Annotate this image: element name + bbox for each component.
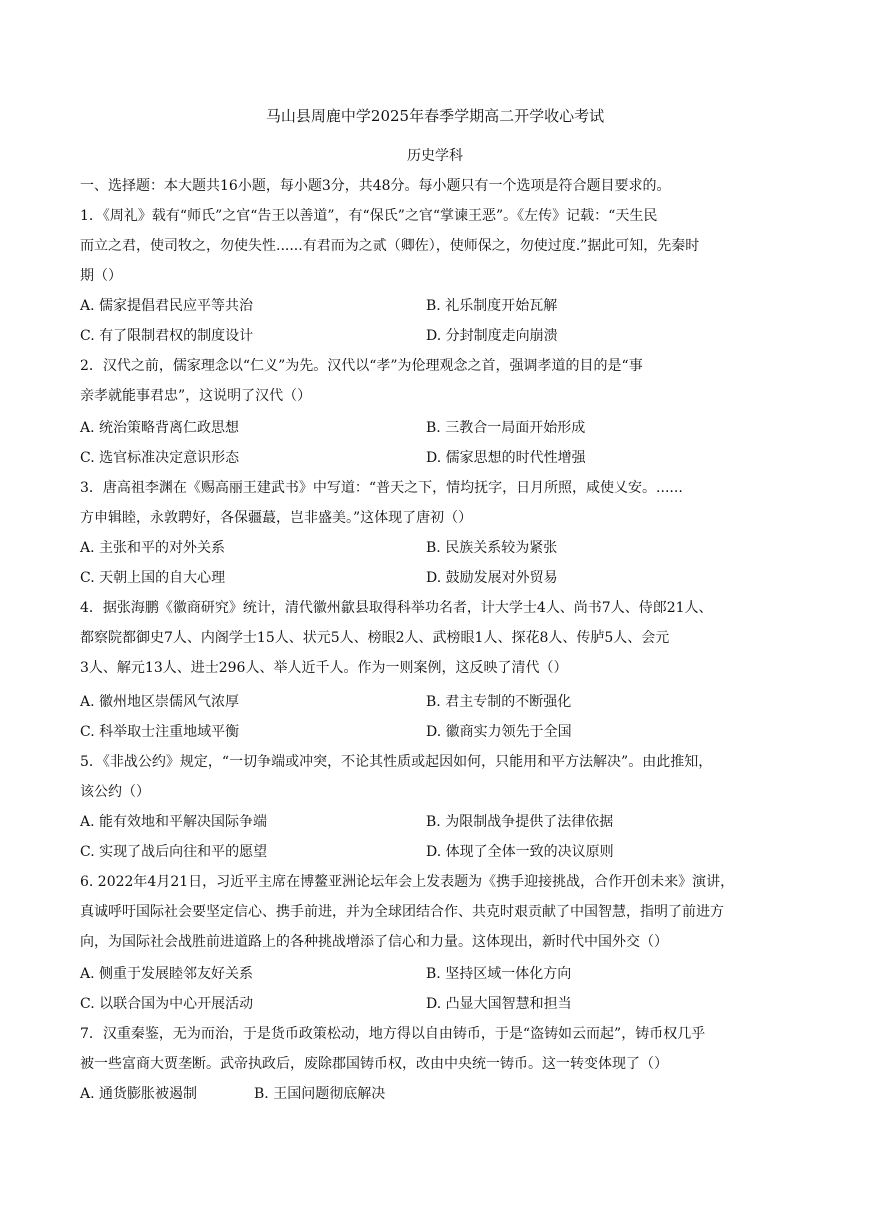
question-1-line-1: 1．《周礼》载有“师氏”之官“告王以善道”，有“保氏”之官“掌谏王恶”。《左传》记载：“天生民 xyxy=(80,208,658,224)
question-5-option-d: D. 体现了全体一致的决议原则 xyxy=(426,844,614,860)
question-6-option-c: C. 以联合国为中心开展活动 xyxy=(80,996,254,1012)
question-1-line-3: 期（） xyxy=(80,268,122,284)
question-2-line-1: 2．汉代之前，儒家理念以“仁义”为先。汉代以“孝”为伦理观念之首，强调孝道的目的是“事 xyxy=(80,358,643,374)
section-heading: 一、选择题：本大题共16小题，每小题3分，共48分。每小题只有一个选项是符合题目要求的。 xyxy=(80,178,671,194)
question-5-option-a: A. 能有效地和平解决国际争端 xyxy=(80,814,268,830)
question-4-option-d: D. 徽商实力领先于全国 xyxy=(426,724,572,740)
question-6-line-2: 真诚呼吁国际社会要坚定信心、携手前进，并为全球团结合作、共克时艰贡献了中国智慧，指明了前进方 xyxy=(80,904,724,920)
question-1-option-b: B. 礼乐制度开始瓦解 xyxy=(426,298,558,314)
question-2-line-2: 亲孝就能事君忠”，这说明了汉代（） xyxy=(80,388,312,404)
question-2-option-a: A. 统治策略背离仁政思想 xyxy=(80,420,240,436)
question-1-line-2: 而立之君，使司牧之，勿使失性......有君而为之贰（卿佐），使师保之，勿使过度.”据此可知，先秦时 xyxy=(80,238,700,254)
question-7-option-a: A. 通货膨胀被遏制 xyxy=(80,1086,198,1102)
question-5-line-1: 5．《非战公约》规定，“一切争端或冲突，不论其性质或起因如何，只能用和平方法解决”。由此推知， xyxy=(80,754,713,770)
question-3-option-b: B. 民族关系较为紧张 xyxy=(426,540,558,556)
question-3-line-2: 方申辑睦，永敦聘好，各保疆蕞，岂非盛美。”这体现了唐初（） xyxy=(80,510,473,526)
question-3-option-d: D. 鼓励发展对外贸易 xyxy=(426,570,558,586)
question-4-option-c: C. 科举取士注重地域平衡 xyxy=(80,724,240,740)
question-3-line-1: 3．唐高祖李渊在《赐高丽王建武书》中写道：“普天之下，情均抚字，日月所照，咸使乂安。...... xyxy=(80,480,683,496)
question-6-line-1: 6. 2022年4月21日，习近平主席在博鳌亚洲论坛年会上发表题为《携手迎接挑战，合作开创未来》演讲， xyxy=(80,874,735,890)
question-4-line-2: 都察院都御史7人、内阁学士15人、状元5人、榜眼2人、武榜眼1人、探花8人、传胪5人、会元 xyxy=(80,630,670,646)
question-1-option-d: D. 分封制度走向崩溃 xyxy=(426,328,558,344)
question-4-line-3: 3人、解元13人、进士296人、举人近千人。作为一则案例，这反映了清代（） xyxy=(80,660,568,676)
question-6-option-d: D. 凸显大国智慧和担当 xyxy=(426,996,572,1012)
question-5-line-2: 该公约（） xyxy=(80,784,150,800)
question-5-option-c: C. 实现了战后向往和平的愿望 xyxy=(80,844,268,860)
question-2-option-d: D. 儒家思想的时代性增强 xyxy=(426,450,586,466)
exam-title: 马山县周鹿中学2025年春季学期高二开学收心考试 xyxy=(265,107,605,125)
question-7-line-2: 被一些富商大贾垄断。武帝执政后，废除郡国铸币权，改由中央统一铸币。这一转变体现了（） xyxy=(80,1056,668,1072)
question-4-option-b: B. 君主专制的不断强化 xyxy=(426,694,572,710)
question-4-option-a: A. 徽州地区崇儒风气浓厚 xyxy=(80,694,240,710)
question-7-option-b: B. 王国问题彻底解决 xyxy=(254,1086,386,1102)
question-6-option-a: A. 侧重于发展睦邻友好关系 xyxy=(80,966,254,982)
question-3-option-a: A. 主张和平的对外关系 xyxy=(80,540,226,556)
question-6-option-b: B. 坚持区域一体化方向 xyxy=(426,966,572,982)
question-2-option-b: B. 三教合一局面开始形成 xyxy=(426,420,586,436)
question-5-option-b: B. 为限制战争提供了法律依据 xyxy=(426,814,614,830)
question-1-option-c: C. 有了限制君权的制度设计 xyxy=(80,328,254,344)
subject-title: 历史学科 xyxy=(407,148,463,164)
question-2-option-c: C. 选官标准决定意识形态 xyxy=(80,450,240,466)
question-7-line-1: 7．汉重秦鉴，无为而治，于是货币政策松动，地方得以自由铸币，于是“盗铸如云而起”，铸币权几乎 xyxy=(80,1026,706,1042)
question-1-option-a: A. 儒家提倡君民应平等共治 xyxy=(80,298,254,314)
question-3-option-c: C. 天朝上国的自大心理 xyxy=(80,570,226,586)
question-4-line-1: 4．据张海鹏《徽商研究》统计，清代徽州歙县取得科举功名者，计大学士4人、尚书7人、侍郎21人、 xyxy=(80,600,713,616)
question-6-line-3: 向，为国际社会战胜前进道路上的各种挑战增添了信心和力量。这体现出，新时代中国外交（） xyxy=(80,934,668,950)
